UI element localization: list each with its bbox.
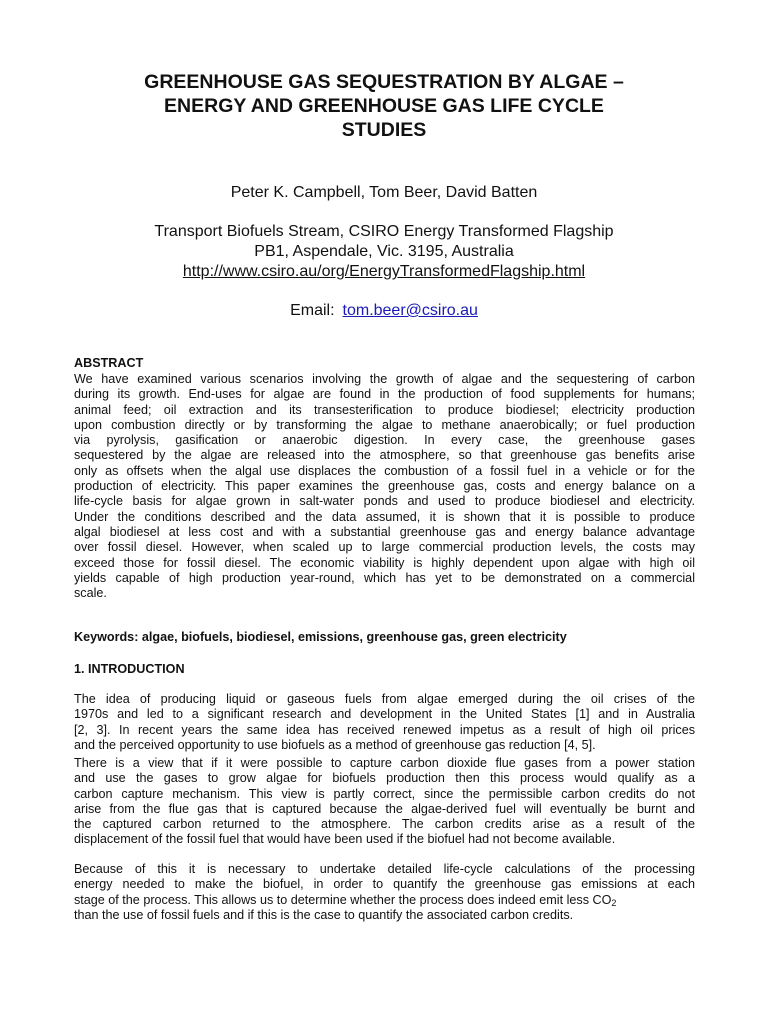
affiliation — [60, 222, 708, 282]
paper-title — [60, 70, 708, 142]
paragraph-line: the captured carbon returned to the atmosphere. The carbon credits arise as a result of the — [74, 817, 695, 832]
email-link[interactable]: tom.beer@csiro.au — [342, 302, 478, 319]
abstract-line: animal feed; oil extraction and its transesterification to produce biodiesel; electricity production — [74, 402, 695, 417]
abstract-line: during its growth. End-uses for algae are found in the production of food supplements for humans; — [74, 387, 695, 402]
title-line-2: ENERGY AND GREENHOUSE GAS LIFE CYCLE — [164, 95, 604, 117]
paragraph-line: arise from the flue gas that is captured because the algae-derived fuel will eventually be burnt and — [74, 801, 695, 816]
abstract-line: production of electricity. This paper examines the greenhouse gas, costs and energy balance on a — [74, 479, 695, 494]
paragraph-line: [2, 3]. In recent years the same idea has received renewed impetus as a result of high oil prices — [74, 722, 695, 737]
author-list: Peter K. Campbell, Tom Beer, David Batten — [230, 184, 538, 201]
affiliation-url-link[interactable]: http://www.csiro.au/org/EnergyTransformedFlagship.html — [182, 263, 586, 280]
paragraph-line: Because of this it is necessary to undertake detailed life-cycle calculations of the processing — [74, 862, 695, 876]
paragraph-line: than the use of fossil fuels and if this is the case to quantify the associated carbon credits. — [74, 907, 574, 922]
paragraph-line-text: stage of the process. This allows us to determine whether the process does indeed emit less CO — [74, 892, 612, 907]
title-line-3: STUDIES — [341, 119, 427, 141]
abstract-line: exceed those for fossil diesel. The economic viability is highly dependent upon algae with high oil — [74, 555, 695, 570]
co2-subscript: 2 — [611, 897, 617, 908]
email-line — [60, 301, 708, 321]
abstract-line: algal biodiesel at less cost and with a substantial greenhouse gas and energy balance advantage — [74, 524, 695, 539]
abstract-line: We have examined various scenarios involving the growth of algae and the sequestering of carbon — [74, 372, 695, 386]
paragraph-line: The idea of producing liquid or gaseous fuels from algae emerged during the oil crises of the — [74, 692, 695, 706]
abstract-line: life-cycle basis for algae grown in salt-water ponds and used to produce biodiesel and electricity. — [74, 494, 695, 509]
paragraph-line: carbon capture mechanism. This view is partly correct, since the permissible carbon credits do not — [74, 786, 695, 801]
paragraph-line: and use the gases to grow algae for biofuels production then this process would qualify as a — [74, 771, 695, 786]
abstract-line: only as offsets when the algal use displaces the combustion of a fossil fuel in a vehicle or for the — [74, 463, 695, 478]
abstract-line: sequestered by the algae are released into the atmosphere, so that greenhouse gas benefits arise — [74, 448, 695, 463]
paragraph-line: energy needed to make the biofuel, in order to quantify the greenhouse gas emissions at each — [74, 877, 695, 892]
section-heading-introduction: 1. INTRODUCTION — [74, 662, 185, 676]
abstract-line: yields capable of high production year-round, which has yet to be demonstrated on a commercial — [74, 570, 695, 585]
email-label: Email: — [290, 302, 335, 319]
abstract-line: upon combustion directly or by transforming the algae to methane anaerobically; or fuel production — [74, 417, 695, 432]
paragraph-line — [74, 893, 695, 908]
abstract-text — [74, 372, 695, 601]
paragraph-line: and the perceived opportunity to use biofuels as a method of greenhouse gas reduction [4, 5]. — [74, 737, 596, 752]
affiliation-line-2: PB1, Aspendale, Vic. 3195, Australia — [254, 243, 514, 260]
title-line-1: GREENHOUSE GAS SEQUESTRATION BY ALGAE – — [144, 71, 624, 93]
intro-paragraph-3 — [74, 862, 695, 923]
paragraph-line: displacement of the fossil fuel that would have been used if the biofuel had not become available. — [74, 832, 616, 847]
paragraph-line: There is a view that if it were possible to capture carbon dioxide flue gases from a power station — [74, 756, 695, 770]
intro-paragraph-2 — [74, 756, 695, 848]
abstract-line: over fossil diesel. However, when scaled up to large commercial production levels, the costs may — [74, 540, 695, 555]
keywords: Keywords: algae, biofuels, biodiesel, emissions, greenhouse gas, green electricity — [74, 630, 567, 644]
abstract-heading: ABSTRACT — [74, 356, 144, 370]
abstract-line: via pyrolysis, gasification or anaerobic digestion. In every case, the greenhouse gases — [74, 433, 695, 448]
paragraph-line: 1970s and led to a significant research and development in the United States [1] and in Australia — [74, 707, 695, 722]
affiliation-line-1: Transport Biofuels Stream, CSIRO Energy Transformed Flagship — [154, 223, 614, 240]
abstract-line: scale. — [74, 586, 107, 601]
intro-paragraph-1 — [74, 692, 695, 753]
abstract-line: Under the conditions described and the data assumed, it is shown that it is possible to produce — [74, 509, 695, 524]
